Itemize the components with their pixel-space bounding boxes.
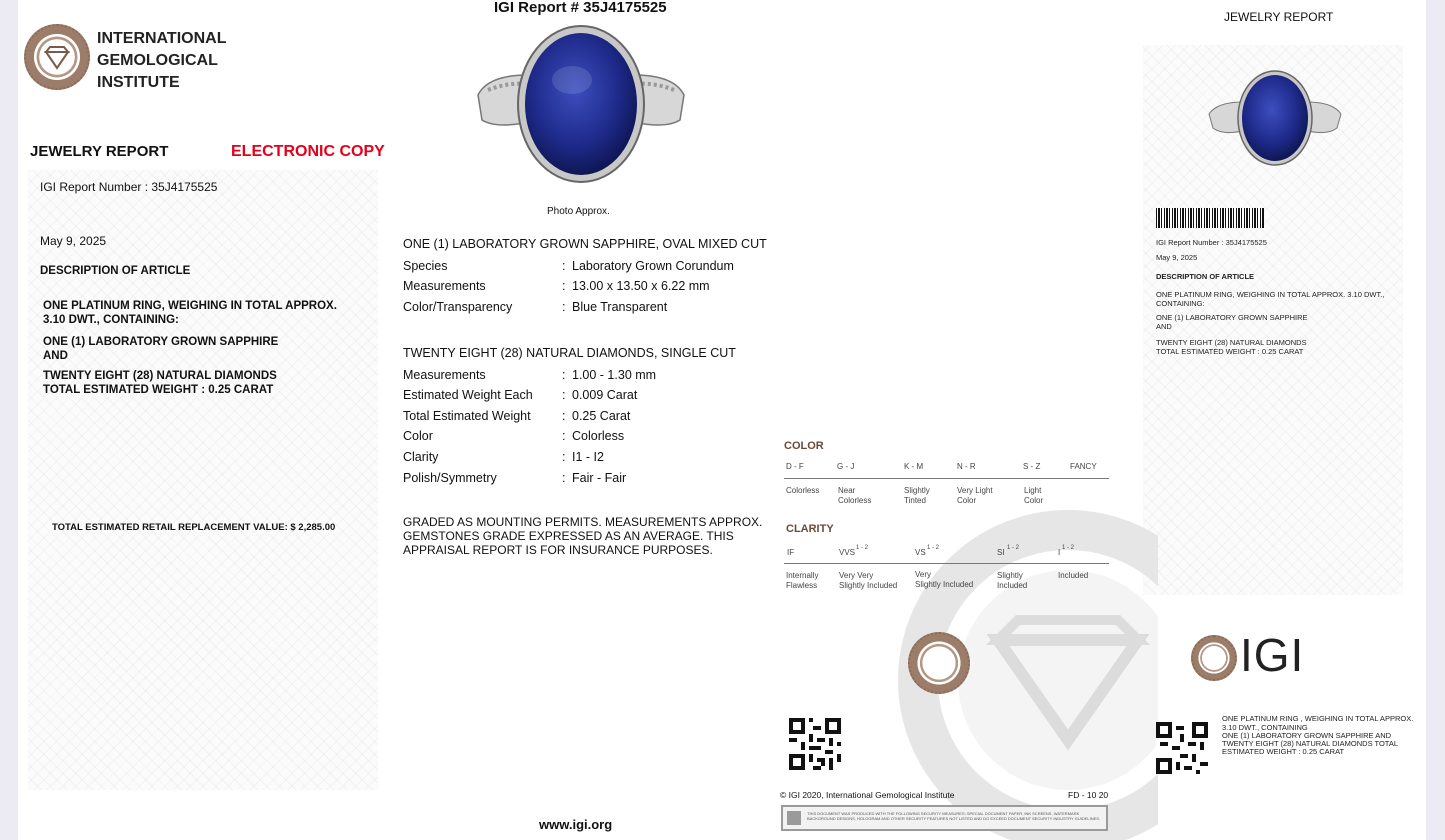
spec-value: I1 - I2 [572,450,604,464]
retail-value: TOTAL ESTIMATED RETAIL REPLACEMENT VALUE: $ 2,285.00 [52,522,336,533]
card-text-line: 3.10 DWT., CONTAINING [1222,723,1308,732]
description-line: 3.10 DWT., CONTAINING: [43,314,179,326]
right-description-line: ONE PLATINUM RING, WEIGHING IN TOTAL APPROX. 3.10 DWT., [1156,290,1385,299]
clarity-grade: SI [997,548,1005,557]
spec-value: 13.00 x 13.50 x 6.22 mm [572,279,710,293]
description-line: ONE (1) LABORATORY GROWN SAPPHIRE [43,336,279,348]
clarity-desc: Very [915,570,932,579]
card-text-line: ESTIMATED WEIGHT : 0.25 CARAT [1222,747,1345,756]
clarity-grade: I [1058,548,1061,557]
spec-value: Fair - Fair [572,471,627,485]
description-line: ONE PLATINUM RING, WEIGHING IN TOTAL APPROX. [43,300,337,312]
clarity-grade-sup: 1 - 2 [856,545,869,551]
color-desc: Tinted [904,496,926,505]
security-note: THIS DOCUMENT WAS PRODUCED WITH THE FOLLOWING SECURITY MEASURES: SPECIAL DOCUMENT PAPER, INK SCREENS, WATERMARK BACKGROUND DESIGNS, HOLOGRAM AND OTHER SECURITY FEATURES NOT LISTED AND DO EXCEED DOCUMENT SECURITY INDUSTRY GUIDELINES. [807,811,1101,821]
report-sheet [18,0,1426,840]
description-line: AND [43,350,68,362]
ring-thumbnail [1205,68,1345,168]
igi-seal-logo [24,24,90,90]
color-grade: N - R [957,462,976,471]
right-description-line: TOTAL ESTIMATED WEIGHT : 0.25 CARAT [1156,347,1304,356]
right-description-heading: DESCRIPTION OF ARTICLE [1156,272,1255,281]
barcode [1156,208,1264,228]
color-grade: G - J [837,462,855,471]
notes-line: GEMSTONES GRADE EXPRESSED AS AN AVERAGE. THIS [403,529,734,543]
color-desc: Color [1024,496,1044,505]
photo-caption: Photo Approx. [547,206,610,217]
right-report-number: IGI Report Number : 35J4175525 [1156,238,1267,247]
color-desc: Color [957,496,977,505]
spec-value: 0.009 Carat [572,388,638,402]
color-grade: K - M [904,462,924,471]
electronic-copy-label: ELECTRONIC COPY [231,143,385,160]
spec-colon: : [562,279,566,293]
clarity-desc: Included [997,581,1028,590]
report-number: IGI Report Number : 35J4175525 [40,180,218,194]
spec-value: Blue Transparent [572,300,668,314]
qr-code-small[interactable] [1156,722,1208,774]
spec-colon: : [562,429,566,443]
spec-colon: : [562,450,566,464]
clarity-desc: Flawless [786,581,818,590]
description-line: TOTAL ESTIMATED WEIGHT : 0.25 CARAT [43,384,274,396]
right-description-line: AND [1156,322,1172,331]
description-heading: DESCRIPTION OF ARTICLE [40,265,191,277]
notes-line: APPRAISAL REPORT IS FOR INSURANCE PURPOSES. [403,543,713,557]
color-grade: FANCY [1070,462,1097,471]
spec-value: 0.25 Carat [572,409,631,423]
spec-colon: : [562,300,566,314]
clarity-desc: Internally [786,571,819,580]
spec-key: Measurements [403,279,486,293]
spec-key: Polish/Symmetry [403,471,497,485]
copyright: © IGI 2020, International Gemological Institute [780,790,955,800]
color-desc: Colorless [838,496,872,505]
clarity-grade: VVS [839,548,856,557]
color-grade: D - F [786,462,804,471]
left-security-pattern [28,170,378,790]
clarity-grade: VS [915,548,926,557]
right-date: May 9, 2025 [1156,253,1198,262]
color-scale-heading: COLOR [784,440,824,452]
description-line: TWENTY EIGHT (28) NATURAL DIAMONDS [43,370,277,382]
spec-colon: : [562,259,566,273]
spec-value: Colorless [572,429,625,443]
report-title: IGI Report # 35J4175525 [494,0,667,16]
color-scale-divider [784,478,1109,479]
logo-line: GEMOLOGICAL [97,52,218,69]
spec-colon: : [562,409,566,423]
igi-brand-logo: IGI [1240,629,1305,681]
clarity-desc: Slightly Included [915,580,974,589]
igi-seal-small-icon [1191,635,1237,681]
right-title: JEWELRY REPORT [1224,10,1334,24]
card-text-line: ONE PLATINUM RING , WEIGHING IN TOTAL APPROX. [1222,714,1414,723]
ring-photo [468,20,694,185]
clarity-grade: IF [787,548,795,557]
spec-key: Color [403,429,433,443]
color-desc: Very Light [957,486,993,495]
logo-line: INSTITUTE [97,74,180,91]
report-date: May 9, 2025 [40,234,107,248]
clarity-grade-sup: 1 - 2 [1007,545,1020,551]
spec-colon: : [562,368,566,382]
clarity-scale-heading: CLARITY [786,523,834,535]
spec-value: 1.00 - 1.30 mm [572,368,657,382]
spec-key: Species [403,259,448,273]
spec-key: Estimated Weight Each [403,388,533,402]
report-type: JEWELRY REPORT [30,143,169,160]
clarity-desc: Slightly Included [839,581,898,590]
website-link[interactable]: www.igi.org [539,817,613,832]
spec-colon: : [562,471,566,485]
color-desc: Light [1024,486,1042,495]
card-text-line: TWENTY EIGHT (28) NATURAL DIAMONDS TOTAL [1222,739,1398,748]
color-desc: Colorless [786,486,820,495]
security-strip [781,805,1108,831]
spec-key: Total Estimated Weight [403,409,531,423]
card-text-line: ONE (1) LABORATORY GROWN SAPPHIRE AND [1222,731,1392,740]
clarity-desc: Included [1058,571,1089,580]
form-code: FD - 10 20 [1068,790,1109,800]
igi-seal-icon [908,632,970,694]
clarity-desc: Slightly [997,571,1023,580]
color-desc: Slightly [904,486,930,495]
lock-icon [787,811,801,825]
clarity-grade-sup: 1 - 2 [927,545,940,551]
spec-colon: : [562,388,566,402]
right-description-line: TWENTY EIGHT (28) NATURAL DIAMONDS [1156,338,1307,347]
right-description-line: ONE (1) LABORATORY GROWN SAPPHIRE [1156,313,1308,322]
clarity-scale-divider [784,563,1109,564]
qr-code[interactable] [789,718,841,770]
right-description-line: CONTAINING: [1156,299,1205,308]
spec-value: Laboratory Grown Corundum [572,259,734,273]
spec-key: Measurements [403,368,486,382]
clarity-desc: Very Very [839,571,874,580]
sapphire-heading: ONE (1) LABORATORY GROWN SAPPHIRE, OVAL MIXED CUT [403,237,767,251]
color-grade: S - Z [1023,462,1041,471]
spec-key: Color/Transparency [403,300,513,314]
clarity-grade-sup: 1 - 2 [1062,545,1075,551]
spec-key: Clarity [403,450,439,464]
color-desc: Near [838,486,856,495]
logo-line: INTERNATIONAL [97,30,227,47]
diamond-heading: TWENTY EIGHT (28) NATURAL DIAMONDS, SINGLE CUT [403,346,736,360]
notes-line: GRADED AS MOUNTING PERMITS. MEASUREMENTS APPROX. [403,515,763,529]
